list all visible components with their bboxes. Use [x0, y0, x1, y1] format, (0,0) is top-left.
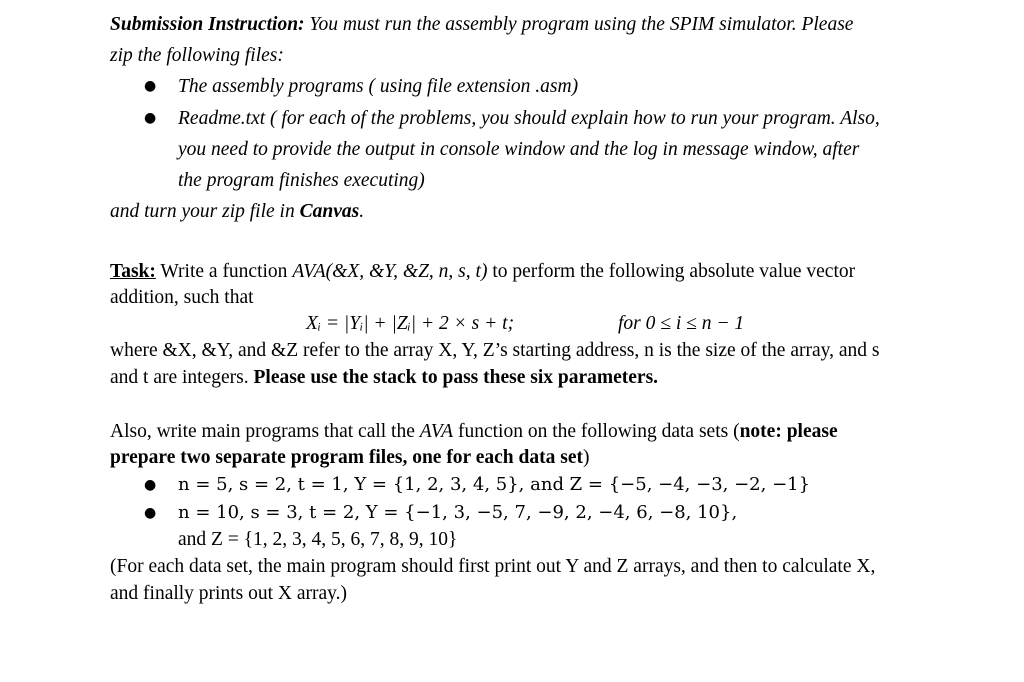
bullet-marker: ●	[144, 477, 157, 493]
turn-in-period: .	[359, 201, 365, 222]
bullet-readme-line-2: you need to provide the output in console window and the log in message window, after	[178, 139, 860, 160]
bullet-marker: ●	[144, 78, 157, 94]
task-line-2: addition, such that	[110, 287, 254, 308]
formula: Xᵢ = |Yᵢ| + |Zᵢ| + 2 × s + t;	[306, 313, 515, 334]
formula-range: for 0 ≤ i ≤ n − 1	[618, 313, 745, 334]
note-bold-2: prepare two separate program files, one for each data set	[110, 447, 583, 468]
also-text-b: function on the following data sets (	[453, 421, 740, 442]
final-line-1: (For each data set, the main program should first print out Y and Z arrays, and then to calculate X,	[110, 556, 876, 577]
also-line-2	[110, 446, 589, 470]
close-paren: )	[582, 447, 590, 468]
data-set-2-line-2: and Z = {1, 2, 3, 4, 5, 6, 7, 8, 9, 10}	[178, 529, 458, 550]
final-line-2: and finally prints out X array.)	[110, 583, 347, 604]
task-label: Task:	[110, 261, 156, 282]
note-bold-1: note: please	[739, 421, 838, 442]
submission-line1-text: You must run the assembly program using the SPIM simulator. Please	[304, 14, 854, 35]
turn-in-line	[110, 200, 364, 224]
data-set-2-line-1: n = 10, s = 3, t = 2, Y = {−1, 3, −5, 7, −9, 2, −4, 6, −8, 10},	[178, 502, 738, 523]
stack-line	[110, 366, 658, 390]
submission-line-2: zip the following files:	[110, 45, 284, 66]
also-line-1	[110, 420, 838, 444]
data-set-1: n = 5, s = 2, t = 1, Y = {1, 2, 3, 4, 5}, and Z = {−5, −4, −3, −2, −1}	[178, 474, 811, 495]
canvas-label: Canvas	[299, 201, 360, 222]
bullet-marker: ●	[144, 505, 157, 521]
task-line-1	[110, 260, 855, 284]
bullet-readme-line-1: Readme.txt ( for each of the problems, you should explain how to run your program. Also,	[178, 108, 880, 129]
submission-line-1	[110, 13, 853, 37]
bullet-asm-files: The assembly programs ( using file extension .asm)	[178, 76, 579, 97]
ava-name: AVA	[419, 421, 454, 442]
bullet-readme-line-3: the program finishes executing)	[178, 170, 425, 191]
integers-text: and t are integers.	[110, 367, 254, 388]
submission-heading: Submission Instruction:	[110, 14, 305, 35]
stack-instruction: Please use the stack to pass these six parameters.	[253, 367, 659, 388]
turn-in-text: and turn your zip file in	[110, 201, 300, 222]
bullet-marker: ●	[144, 110, 157, 126]
also-text-a: Also, write main programs that call the	[110, 421, 420, 442]
where-line: where &X, &Y, and &Z refer to the array X, Y, Z’s starting address, n is the size of the array, and s	[110, 340, 880, 361]
task-text-b: to perform the following absolute value vector	[487, 261, 856, 282]
task-text-a: Write a function	[155, 261, 293, 282]
function-signature: AVA(&X, &Y, &Z, n, s, t)	[292, 261, 488, 282]
